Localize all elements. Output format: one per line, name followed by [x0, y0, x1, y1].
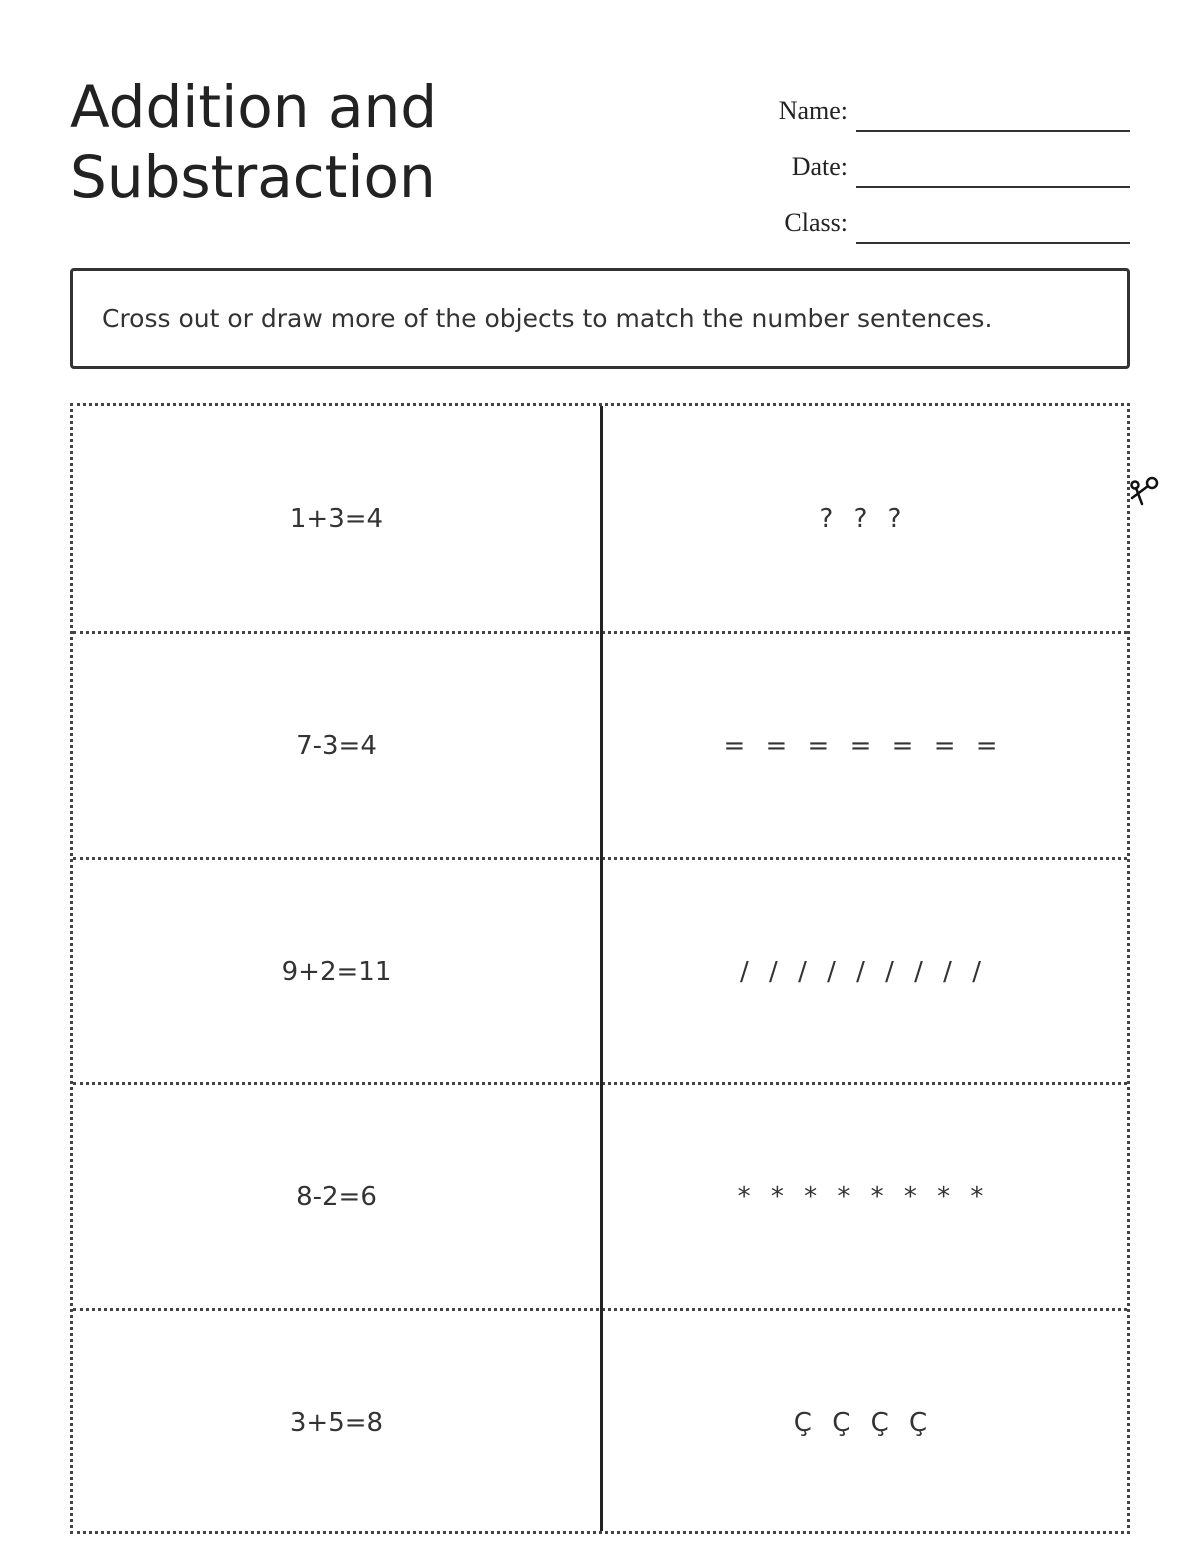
column-divider	[600, 406, 603, 1531]
class-label: Class:	[784, 208, 848, 237]
equation-cell: 3+5=8	[289, 1407, 384, 1438]
exercise-grid	[70, 403, 1130, 1534]
date-line[interactable]	[856, 150, 1130, 188]
name-label: Name:	[778, 96, 848, 125]
class-line[interactable]	[856, 206, 1130, 244]
student-info-fields	[700, 76, 1130, 244]
objects-cell: = = = = = = =	[723, 730, 1004, 761]
equation-cell: 9+2=11	[281, 956, 392, 987]
instructions-box	[70, 268, 1130, 369]
objects-cell: ? ? ?	[819, 504, 908, 534]
objects-cell: * * * * * * * *	[737, 1181, 990, 1212]
equation-cell: 8-2=6	[296, 1181, 377, 1212]
instructions-text: Cross out or draw more of the objects to match the number sentences.	[102, 304, 993, 333]
scissors-icon	[1122, 468, 1162, 516]
name-field	[700, 76, 1130, 132]
date-label: Date:	[791, 152, 848, 181]
title-line-2: Substraction	[70, 143, 436, 211]
name-line[interactable]	[856, 94, 1130, 132]
objects-cell: / / / / / / / / /	[740, 956, 987, 987]
title-line-1: Addition and	[70, 73, 438, 141]
date-field	[700, 132, 1130, 188]
objects-cell: Ç Ç Ç Ç	[793, 1407, 934, 1438]
equation-cell: 7-3=4	[296, 730, 377, 761]
equation-cell: 1+3=4	[289, 504, 384, 534]
worksheet-title	[70, 72, 590, 212]
class-field	[700, 188, 1130, 244]
